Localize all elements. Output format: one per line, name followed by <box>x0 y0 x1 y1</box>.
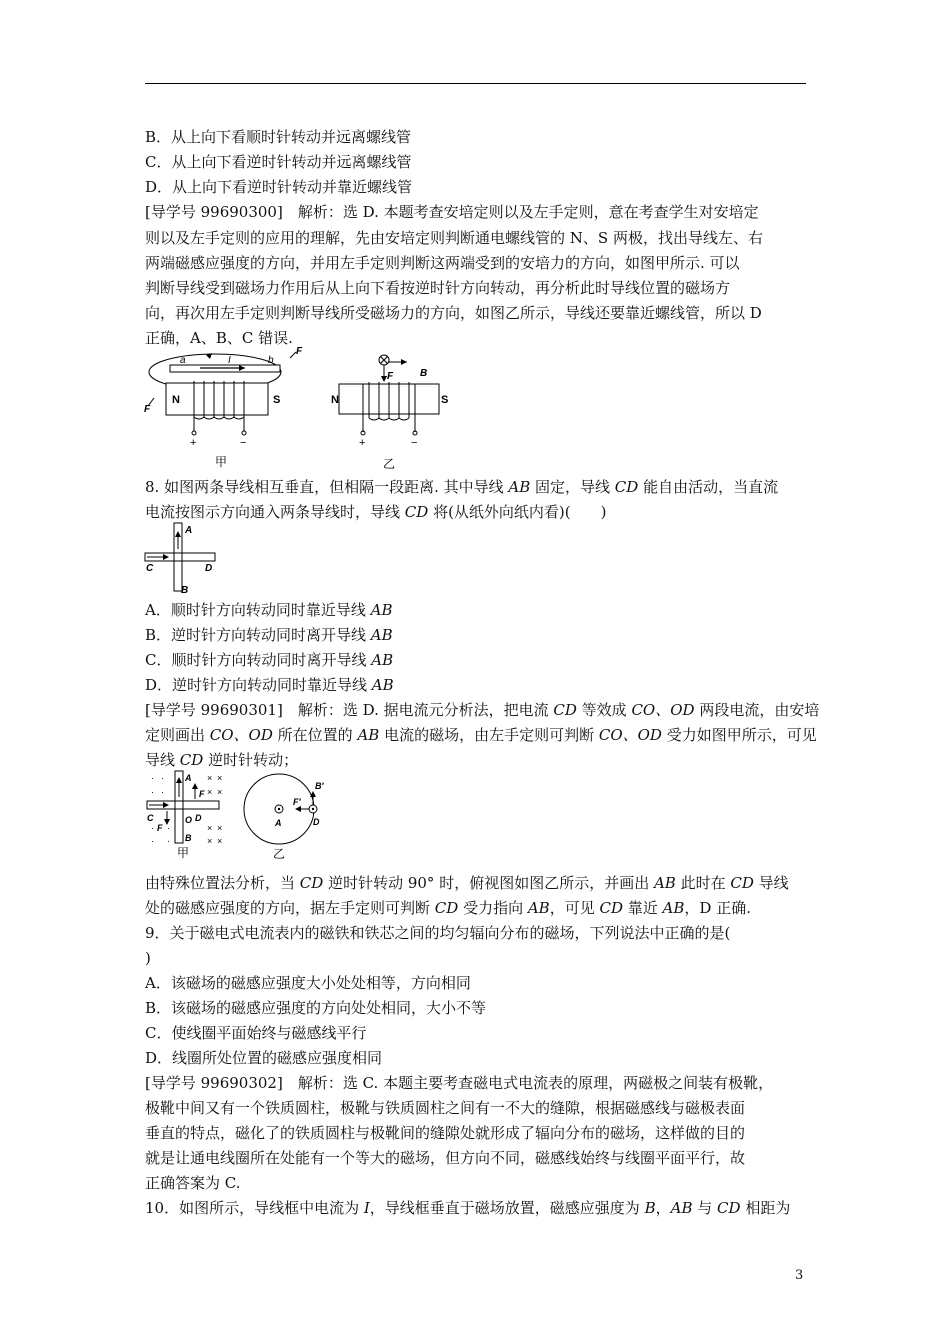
q8-option-c: C．顺时针方向转动同时离开导线 AB <box>145 651 394 669</box>
q9-option-b: B．该磁场的磁感应强度的方向处处相同，大小不等 <box>145 999 487 1017</box>
label-c: C <box>147 813 154 823</box>
svg-text:·: · <box>151 773 154 783</box>
label-field: B <box>420 368 428 379</box>
svg-text:×: × <box>217 787 223 797</box>
label-current: I <box>228 355 231 366</box>
svg-text:×: × <box>207 836 213 846</box>
q9-analysis-line: [导学号 99690302] 解析：选 C. 本题主要考查磁电式电流表的原理，两磁极之间装有极靴， <box>145 1074 774 1092</box>
q7-analysis-line: 正确，A、B、C 错误. <box>145 329 293 347</box>
q8-option-d: D．逆时针方向转动同时靠近导线 AB <box>145 676 394 694</box>
label-force: F <box>157 823 163 833</box>
label-a: A <box>185 773 192 783</box>
svg-text:×: × <box>207 773 213 783</box>
q8-analysis-line: [导学号 99690301] 解析：选 D. 据电流元分析法，把电流 CD 等效成 CO、OD 两段电流，由安培 <box>145 701 820 719</box>
label-north: N <box>172 394 180 406</box>
svg-text:×: × <box>207 787 213 797</box>
label-d: D <box>205 563 213 574</box>
q8-analysis-line: 定则画出 CO、OD 所在位置的 AB 电流的磁场，由左手定则可判断 CO、OD 受力如图甲所示，可见 <box>145 726 817 744</box>
q7-option-c: C．从上向下看逆时针转动并远离螺线管 <box>145 153 412 171</box>
svg-text:·: · <box>167 823 170 833</box>
page-number: 3 <box>795 1268 804 1283</box>
svg-text:·: · <box>151 787 154 797</box>
q9-analysis-line: 垂直的特点，磁化了的铁质圆柱与极靴间的缝隙处就形成了辐向分布的磁场，这样做的目的 <box>145 1124 746 1142</box>
q7-figure-jia <box>140 348 320 470</box>
label-force: F <box>296 346 303 357</box>
q7-figure-yi <box>331 348 449 471</box>
svg-text:×: × <box>207 823 213 833</box>
q9-stem-line: ) <box>145 949 151 967</box>
q7-analysis-line: 则以及左手定则的应用的理解，先由安培定则判断通电螺线管的 N、S 两极，找出导线左、右 <box>145 229 763 247</box>
q9-option-a: A．该磁场的磁感应强度大小处处相等，方向相同 <box>145 974 471 992</box>
q7-option-b: B．从上向下看顺时针转动并远离螺线管 <box>145 128 412 146</box>
label-south: S <box>441 394 449 406</box>
svg-text:×: × <box>217 773 223 783</box>
label-b: b <box>268 355 274 366</box>
q8-analysis-line: 导线 CD 逆时针转动； <box>145 751 299 769</box>
q7-analysis-line: 判断导线受到磁场力作用后从上向下看按逆时针方向转动，再分析此时导线位置的磁场方 <box>145 279 731 297</box>
q9-analysis-line: 就是让通电线圈所在处能有一个等大的磁场，但方向不同，磁感线始终与线圈平面平行，故 <box>145 1149 746 1167</box>
q8-analysis-figure-yi <box>237 771 327 861</box>
figure-caption: 甲 <box>177 846 190 860</box>
label-force: F <box>199 789 205 799</box>
figure-caption: 甲 <box>215 455 228 469</box>
solenoid-core <box>166 383 268 415</box>
svg-text:·: · <box>161 787 164 797</box>
figure-caption: 乙 <box>383 457 396 471</box>
q7-analysis-line: 向，再次用左手定则判断导线所受磁场力的方向，如图乙所示，导线还要靠近螺线管，所以 D <box>145 304 762 322</box>
svg-text:×: × <box>217 836 223 846</box>
label-minus: − <box>411 437 418 449</box>
label-b: B <box>185 833 192 843</box>
svg-text:×: × <box>217 823 223 833</box>
svg-text:·: · <box>161 773 164 783</box>
q8-option-a: A．顺时针方向转动同时靠近导线 AB <box>145 601 393 619</box>
label-d: D <box>313 817 320 827</box>
q8-stem-line: 8. 如图两条导线相互垂直，但相隔一段距离. 其中导线 AB 固定，导线 CD 能自由活动，当直流 <box>145 478 779 496</box>
label-plus: + <box>190 437 197 449</box>
q8-analysis2-line: 由特殊位置法分析，当 CD 逆时针转动 90° 时，俯视图如图乙所示，并画出 AB 此时在 CD 导线 <box>145 874 789 892</box>
label-north: N <box>331 394 339 406</box>
q8-option-b: B．逆时针方向转动同时离开导线 AB <box>145 626 393 644</box>
svg-text:·: · <box>167 836 170 846</box>
label-c: C <box>146 563 154 574</box>
svg-text:·: · <box>151 823 154 833</box>
label-b: B <box>181 585 189 596</box>
q9-analysis-line: 极靴中间又有一个铁质圆柱，极靴与铁质圆柱之间有一不大的缝隙，根据磁感线与磁极表面 <box>145 1099 746 1117</box>
label-plus: + <box>359 437 366 449</box>
q8-figure <box>145 523 225 595</box>
label-south: S <box>273 394 281 406</box>
q9-option-c: C．使线圈平面始终与磁感线平行 <box>145 1024 367 1042</box>
q8-stem-line: 电流按图示方向通入两条导线时，导线 CD 将(从纸外向纸内看)( ) <box>145 503 607 521</box>
q9-stem-line: 9．关于磁电式电流表内的磁铁和铁芯之间的均匀辐向分布的磁场，下列说法中正确的是( <box>145 924 731 942</box>
label-a: A <box>185 525 193 536</box>
q9-analysis-line: 正确答案为 C. <box>145 1174 241 1192</box>
label-field-prime: B′ <box>315 781 324 791</box>
label-minus: − <box>240 437 247 449</box>
svg-text:·: · <box>151 836 154 846</box>
label-o: O <box>185 815 193 825</box>
q7-option-d: D．从上向下看逆时针转动并靠近螺线管 <box>145 178 413 196</box>
q8-analysis2-line: 处的磁感应强度的方向，据左手定则可判断 CD 受力指向 AB，可见 CD 靠近 AB，D 正确. <box>145 899 751 917</box>
label-a: a <box>180 355 186 366</box>
label-d: D <box>195 813 202 823</box>
q9-option-d: D．线圈所处位置的磁感应强度相同 <box>145 1049 383 1067</box>
label-force-prime: F′ <box>293 797 301 807</box>
header-rule <box>145 83 806 84</box>
label-a: A <box>275 818 282 828</box>
q7-analysis-line: 两端磁感应强度的方向，并用左手定则判断这两端受到的安培力的方向，如图甲所示. 可以 <box>145 254 740 272</box>
q10-stem-line: 10．如图所示，导线框中电流为 I，导线框垂直于磁场放置，磁感应强度为 B，AB 与 CD 相距为 <box>145 1199 791 1217</box>
label-force: F <box>387 371 394 382</box>
label-force: F <box>144 404 151 415</box>
q7-analysis-line: [导学号 99690300] 解析：选 D. 本题考查安培定则以及左手定则，意在考查学生对安培定 <box>145 203 759 221</box>
q8-analysis-figure-jia <box>145 771 227 861</box>
figure-caption: 乙 <box>273 847 286 861</box>
